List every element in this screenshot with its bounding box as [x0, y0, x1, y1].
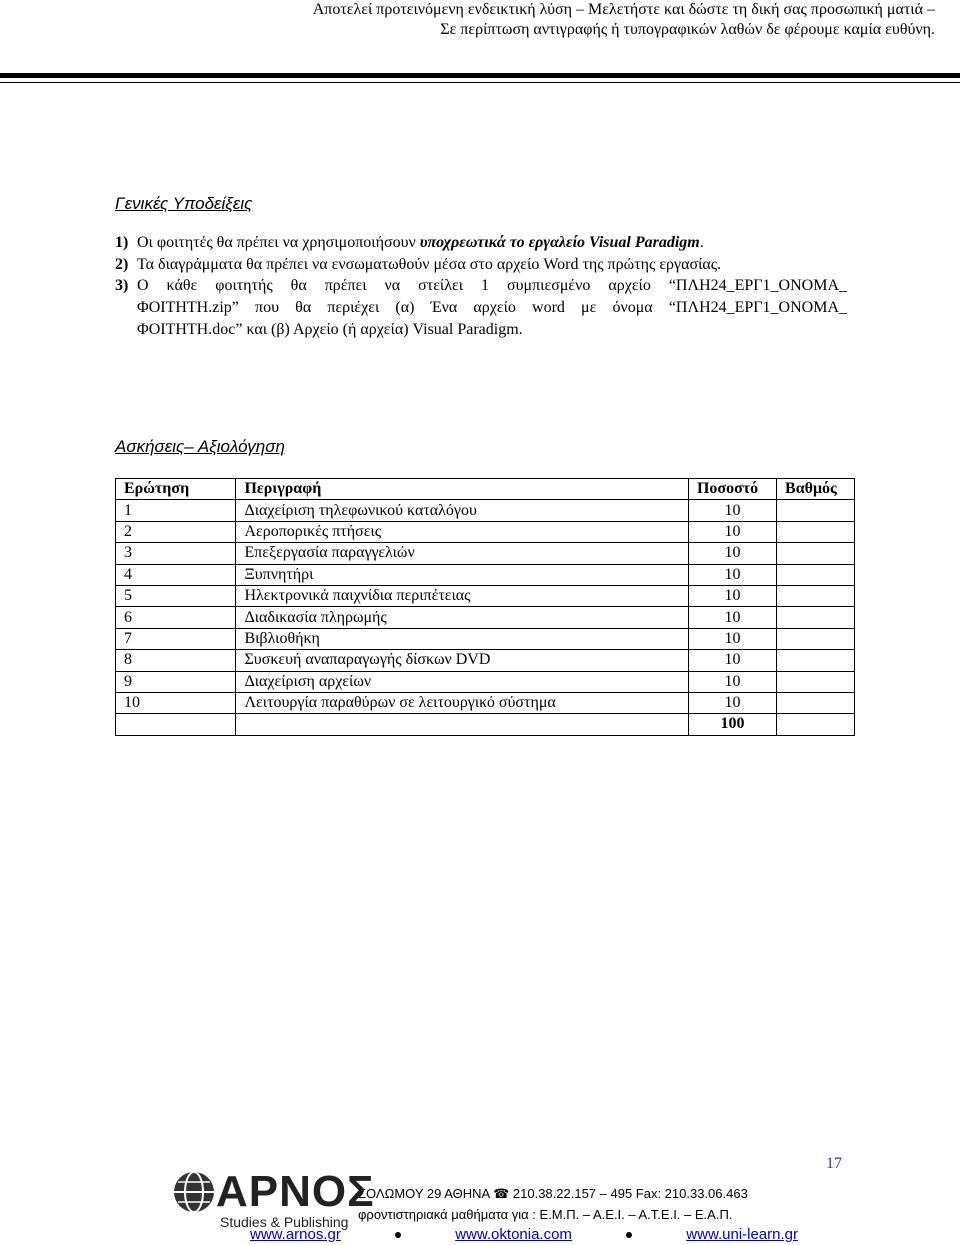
globe-icon [172, 1170, 216, 1214]
column-header-grade: Βαθμός [777, 479, 855, 500]
cell-grade [777, 692, 855, 713]
header-rule-thin [0, 82, 960, 83]
list-item-line: ΦΟΙΤΗΤΗ.zip” που θα περιέχει (α) Ένα αρχείο word με όνομα “ΠΛΗ24_ΕΡΓ1_ΟΝΟΜΑ_ [137, 299, 847, 317]
cell-question: 6 [116, 607, 236, 628]
list-item-text [137, 275, 847, 340]
cell-percentage: 10 [688, 628, 776, 649]
list-item-number: 1) [115, 234, 129, 251]
cell-question: 5 [116, 585, 236, 606]
list-item-emphasis: υποχρεωτικά το εργαλείο Visual Paradigm [419, 234, 700, 251]
cell-description: Ξυπνητήρι [236, 564, 689, 585]
list-item [115, 232, 847, 254]
cell-question: 4 [116, 564, 236, 585]
cell-question: 2 [116, 521, 236, 542]
list-item-line: ΦΟΙΤΗΤΗ.doc” και (β) Αρχείο (ή αρχεία) Visual Paradigm. [137, 320, 523, 338]
footer-tutoring: φροντιστηριακά μαθήματα για : Ε.Μ.Π. – Α.Ε.Ι. – Α.Τ.Ε.Ι. – Ε.Α.Π. [358, 1207, 733, 1222]
cell-empty [236, 714, 689, 735]
header-rule-thick [0, 73, 960, 78]
cell-description: Συσκευή αναπαραγωγής δίσκων DVD [236, 650, 689, 671]
page-number: 17 [826, 1155, 842, 1172]
bullet-separator [626, 1232, 632, 1238]
cell-grade [777, 650, 855, 671]
cell-grade [777, 521, 855, 542]
table-row [116, 671, 855, 692]
table-header-row [116, 479, 855, 500]
cell-total-percentage: 100 [688, 714, 776, 735]
cell-empty [116, 714, 236, 735]
list-item [115, 254, 847, 276]
cell-question: 3 [116, 543, 236, 564]
cell-percentage: 10 [688, 650, 776, 671]
cell-question: 7 [116, 628, 236, 649]
cell-question: 8 [116, 650, 236, 671]
cell-percentage: 10 [688, 585, 776, 606]
link-uni-learn[interactable]: www.uni-learn.gr [686, 1226, 798, 1243]
section-heading-general-hints: Γενικές Υποδείξεις [115, 194, 253, 213]
header-disclaimer-line2: Σε περίπτωση αντιγραφής ή τυπογραφικών λαθών δε φέρουμε καμία ευθύνη. [440, 21, 935, 38]
list-item-text-part: . [699, 234, 704, 251]
list-item-text-part: Οι φοιτητές θα πρέπει να χρησιμοποιήσουν [137, 234, 420, 251]
list-item-text [137, 232, 847, 254]
header-disclaimer-line1: Αποτελεί προτεινόμενη ενδεικτική λύση – Μελετήστε και δώστε τη δική σας προσωπική ματιά – [312, 1, 935, 18]
footer-links [250, 1226, 798, 1243]
cell-description: Λειτουργία παραθύρων σε λειτουργικό σύστημα [236, 692, 689, 713]
table-row [116, 521, 855, 542]
link-arnos[interactable]: www.arnos.gr [250, 1226, 341, 1243]
logo-subtitle: Studies & Publishing [220, 1214, 349, 1230]
cell-description: Ηλεκτρονικά παιχνίδια περιπέτειας [236, 585, 689, 606]
cell-grade [777, 585, 855, 606]
section-heading-exercises-grading: Ασκήσεις– Αξιολόγηση [115, 437, 285, 456]
list-item-number: 2) [115, 255, 129, 273]
cell-description: Βιβλιοθήκη [236, 628, 689, 649]
table-row [116, 650, 855, 671]
table-total-row [116, 714, 855, 735]
cell-grade [777, 628, 855, 649]
column-header-percentage: Ποσοστό [688, 479, 776, 500]
table-row [116, 543, 855, 564]
table-row [116, 500, 855, 521]
table-row [116, 564, 855, 585]
cell-grade [777, 500, 855, 521]
cell-percentage: 10 [688, 521, 776, 542]
cell-question: 1 [116, 500, 236, 521]
cell-question: 9 [116, 671, 236, 692]
cell-description: Διαδικασία πληρωμής [236, 607, 689, 628]
list-item-text: Τα διαγράμματα θα πρέπει να ενσωματωθούν μέσα στο αρχείο Word της πρώτης εργασίας. [137, 255, 722, 273]
cell-percentage: 10 [688, 564, 776, 585]
cell-percentage: 10 [688, 543, 776, 564]
cell-percentage: 10 [688, 671, 776, 692]
list-item-number: 3) [115, 277, 129, 295]
cell-percentage: 10 [688, 692, 776, 713]
table-row [116, 607, 855, 628]
cell-grade [777, 564, 855, 585]
column-header-question: Ερώτηση [116, 479, 236, 500]
cell-description: Αεροπορικές πτήσεις [236, 521, 689, 542]
hints-list [115, 232, 847, 341]
link-oktonia[interactable]: www.oktonia.com [455, 1226, 572, 1243]
list-item-line: Ο κάθε φοιτητής θα πρέπει να στείλει 1 συμπιεσμένο αρχείο “ΠΛΗ24_ΕΡΓ1_ΟΝΟΜΑ_ [137, 277, 847, 295]
list-item [115, 275, 847, 340]
grading-table [115, 478, 855, 736]
cell-percentage: 10 [688, 500, 776, 521]
table-row [116, 628, 855, 649]
footer-address: ΣΟΛΩΜΟΥ 29 ΑΘΗΝΑ ☎ 210.38.22.157 – 495 Fax: 210.33.06.463 [358, 1186, 748, 1201]
bullet-separator [395, 1232, 401, 1238]
cell-grade [777, 671, 855, 692]
publisher-logo [172, 1167, 375, 1230]
cell-empty [777, 714, 855, 735]
table-row [116, 585, 855, 606]
cell-grade [777, 543, 855, 564]
column-header-description: Περιγραφή [236, 479, 689, 500]
cell-description: Διαχείριση αρχείων [236, 671, 689, 692]
cell-question: 10 [116, 692, 236, 713]
table-row [116, 692, 855, 713]
cell-percentage: 10 [688, 607, 776, 628]
cell-description: Διαχείριση τηλεφωνικού καταλόγου [236, 500, 689, 521]
logo-wordmark: ΑΡΝΟΣ [216, 1167, 375, 1216]
cell-grade [777, 607, 855, 628]
cell-description: Επεξεργασία παραγγελιών [236, 543, 689, 564]
